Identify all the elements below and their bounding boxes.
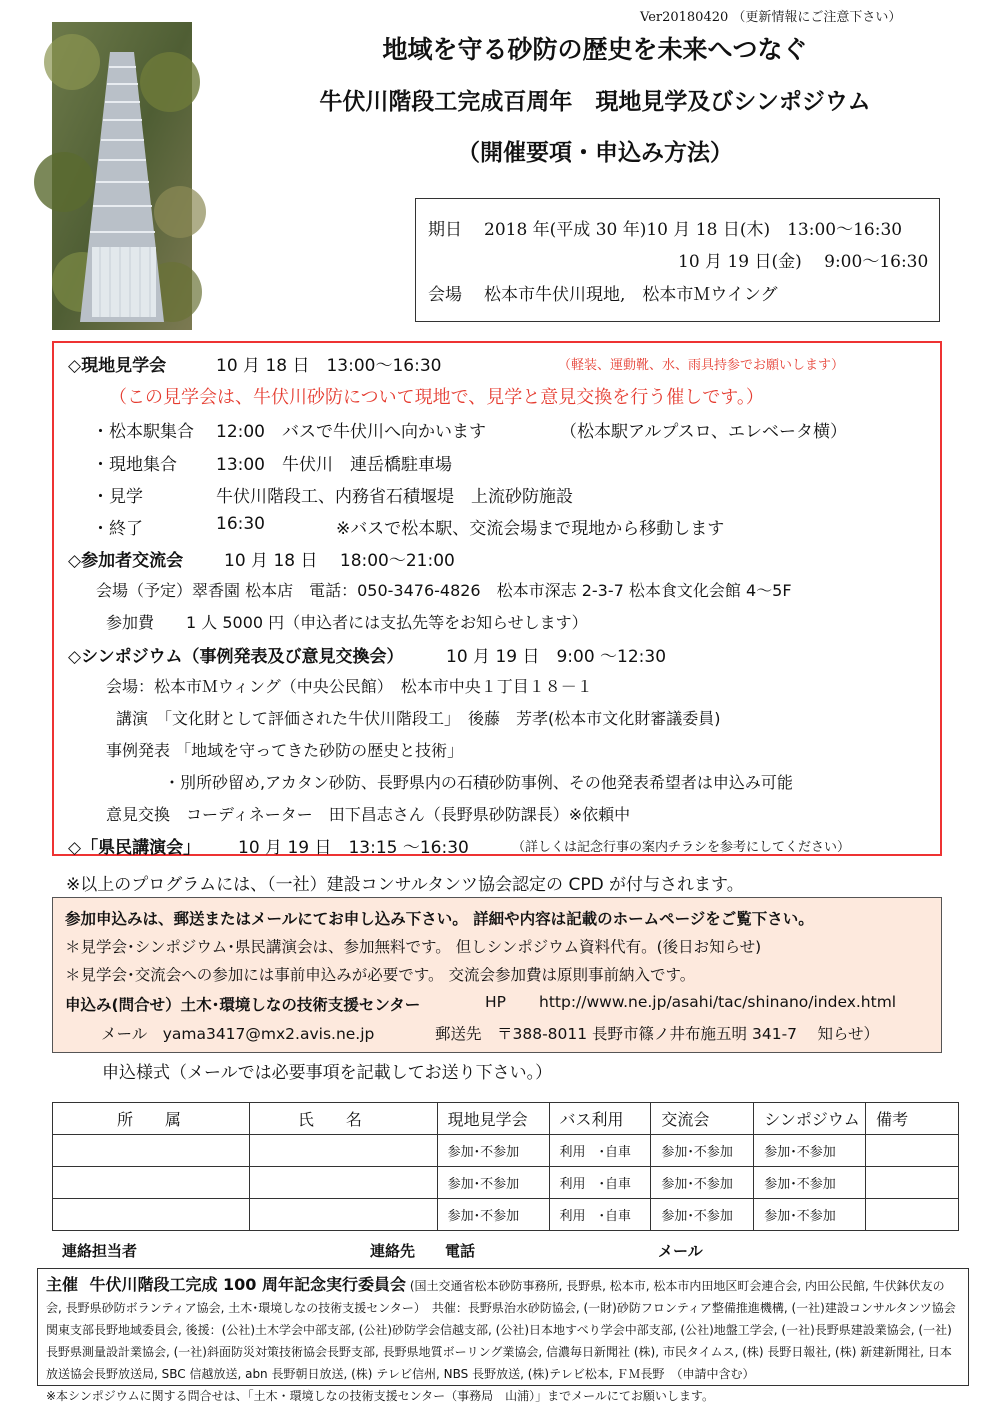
tour-heading: ◇現地見学会 [68,356,167,376]
cell-name[interactable] [249,1135,437,1167]
contact-phone-label: 連絡先 電話 [370,1242,476,1260]
tour-item-note: ※バスで松本駅、交流会場まで現地から移動します [336,519,725,539]
host-name: 牛伏川階段工完成 100 周年記念実行委員会 [89,1275,407,1294]
cpd-note: ※以上のプログラムには、（一社）建設コンサルタンツ協会認定の CPD が付与されます。 [66,875,744,895]
photo-illustration [52,22,192,330]
contact-post: 郵送先 〒388-8011 長野市篠ノ井布施五明 341-7 知らせ） [435,1025,879,1043]
application-box [52,897,942,1053]
form-note: 申込様式（メールでは必要事項を記載してお送り下さい。） [102,1063,553,1083]
tour-note: （軽装、運動靴、水、雨具持参でお願いします） [558,358,845,373]
cell-bus[interactable]: 利用 ･自車 [549,1199,651,1231]
cell-symposium[interactable]: 参加･不参加 [754,1135,866,1167]
cell-affiliation[interactable] [53,1199,250,1231]
staircase-waterfall-photo [52,22,192,330]
contact-label: 申込み(問合せ）土木･環境しなの技術支援センター [65,996,421,1014]
application-line-3: ＊見学会･交流会への参加には事前申込みが必要です。 交流会参加費は原則事前納入です。 [65,966,696,984]
col-remarks: 備考 [866,1103,959,1135]
application-line-1: 参加申込みは、郵送またはメールにてお申し込み下さい。 詳細や内容は記載のホームページをご覧下さい。 [65,910,814,928]
cell-site-tour[interactable]: 参加･不参加 [437,1199,549,1231]
tour-item-label: ・終了 [92,519,143,539]
cell-name[interactable] [249,1167,437,1199]
host-label: 主催 [46,1275,79,1294]
application-form-table [52,1102,959,1231]
public-lecture-date: 10 月 19 日 13:15 ～16:30 [238,838,469,858]
table-row [53,1167,959,1199]
cell-exchange[interactable]: 参加･不参加 [651,1135,754,1167]
title-line-3: （開催要項・申込み方法） [457,140,733,166]
tour-item-value: 16:30 [216,514,265,534]
cell-remarks[interactable] [866,1135,959,1167]
tour-item-value: 牛伏川階段工、内務省石積堰堤 上流砂防施設 [216,487,573,507]
cell-bus[interactable]: 利用 ･自車 [549,1135,651,1167]
symposium-venue: 会場：松本市Ｍウィング（中央公民館） 松本市中央１丁目１８－１ [106,677,593,696]
exchange-fee: 参加費 1 人 5000 円（申込者には支払先等をお知らせします） [106,613,588,632]
cell-symposium[interactable]: 参加･不参加 [754,1167,866,1199]
lecture: 講演 「文化財として評価された牛伏川階段工」 後藤 芳孝(松本市文化財審議委員) [116,709,721,728]
cell-affiliation[interactable] [53,1167,250,1199]
public-lecture-heading: ◇「県民講演会」 [68,838,201,858]
col-exchange: 交流会 [651,1103,754,1135]
cell-bus[interactable]: 利用 ･自車 [549,1167,651,1199]
col-site-tour: 現地見学会 [437,1103,549,1135]
application-line-2: ＊見学会･シンポジウム･県民講演会は、参加無料です。 但しシンポジウム資料代有。(後日お知らせ) [65,938,762,956]
venue-label: 会場 [428,285,462,305]
cell-exchange[interactable]: 参加･不参加 [651,1167,754,1199]
cell-exchange[interactable]: 参加･不参加 [651,1199,754,1231]
schedule-box [415,198,940,322]
inquiry-note: ※本シンポジウムに関する問合せは、「土木・環境しなの技術支援センター（事務局 山浦）」までメールにてお願いします。 [46,1389,714,1403]
cell-name[interactable] [249,1199,437,1231]
symposium-date: 10 月 19 日 9:00 ～12:30 [446,647,667,667]
host-detail: (国土交通省松本砂防事務所, 長野県, 松本市, 松本市内田地区町会連合会, 内田公民館, 牛伏鉢伏友の会, 長野県砂防ボランティア協会, 土木･環境しなの技術支援センター） 共催：長野県治水砂防協会, (一財)砂防フロンティア整備推進機構, (一社)建設コンサルタンツ協会関東支部長野地域委員会, [46,1279,956,1337]
title-line-2: 牛伏川階段工完成百周年 現地見学及びシンポジウム [319,89,871,115]
table-header-row [53,1103,959,1135]
date-2: 10 月 19 日(金) 9:00～16:30 [678,252,929,272]
tour-item-value: 12:00 バスで牛伏川へ向かいます [216,422,486,442]
hp-label: HP [485,993,507,1011]
tour-item-label: ・松本駅集合 [92,422,194,442]
tour-item-value: 13:00 牛伏川 連岳橋駐車場 [216,455,452,475]
col-bus: バス利用 [549,1103,651,1135]
cell-affiliation[interactable] [53,1135,250,1167]
table-row [53,1135,959,1167]
table-row [53,1199,959,1231]
cell-symposium[interactable]: 参加･不参加 [754,1199,866,1231]
col-affiliation: 所 属 [53,1103,250,1135]
symposium-heading: ◇シンポジウム（事例発表及び意見交換会） [68,647,404,667]
tour-item-label: ・見学 [92,487,143,507]
col-name: 氏 名 [249,1103,437,1135]
cell-site-tour[interactable]: 参加･不参加 [437,1167,549,1199]
title-line-1: 地域を守る砂防の歴史を未来へつなぐ [382,35,808,64]
contact-person-label: 連絡担当者 [62,1242,138,1260]
contact-mail-label: メール [658,1242,703,1260]
cell-remarks[interactable] [866,1167,959,1199]
col-symposium: シンポジウム [754,1103,866,1135]
program-box [52,341,942,856]
case-presentation: 事例発表 「地域を守ってきた砂防の歴史と技術」 [106,741,464,760]
exchange-date: 10 月 18 日 18:00～21:00 [224,551,455,571]
discussion: 意見交換 コーディネーター 田下昌志さん（長野県砂防課長）※依頼中 [106,805,631,824]
cell-remarks[interactable] [866,1199,959,1231]
case-detail: ・別所砂留め,アカタン砂防、長野県内の石積砂防事例、その他発表希望者は申込み可能 [164,773,793,792]
tour-date: 10 月 18 日 13:00～16:30 [216,356,442,376]
public-lecture-note: （詳しくは記念行事の案内チラシを参考にしてください） [512,840,851,855]
version-note: Ver20180420 （更新情報にご注意下さい） [640,10,902,25]
cell-site-tour[interactable]: 参加･不参加 [437,1135,549,1167]
contact-mail[interactable]: メール yama3417@mx2.avis.ne.jp [101,1025,375,1043]
tour-item-label: ・現地集合 [92,455,177,475]
exchange-heading: ◇参加者交流会 [68,551,184,571]
date-label: 期日 [428,220,462,240]
exchange-venue: 会場（予定）翠香園 松本店 電話：050-3476-4826 松本市深志 2-3-7 松本食文化会館 4～5F [96,581,792,600]
organizer-footer [37,1268,969,1403]
date-1: 2018 年(平成 30 年)10 月 18 日(木) 13:00～16:30 [484,220,903,240]
supporters: 後援：(公社)土木学会中部支部, (公社)砂防学会信越支部, (公社)日本地すべり学会中部支部, (公社)地盤工学会, (一社)長野県建設業協会, (一社)長野県測量設計業協会, (一社)斜面防災対策技術協会長野支部, 長野県地質ボーリング業協会, 信濃毎日新聞社 (株), 市民タイムス, (株) 長野日報社, (株) 新建新聞社, 日本放送協会長野放送局, SBC 信越放送, abn 長野朝日放送, (株) テレビ信州, NBS 長野放送, (株)テレビ松本, ＦＭ長野 （申請中含む） [46,1323,952,1381]
tour-item-note: （松本駅アルプスロ、エレベータ横） [560,422,847,442]
venue: 松本市牛伏川現地, 松本市Ｍウイング [484,285,778,305]
hp-url[interactable]: http://www.ne.jp/asahi/tac/shinano/index.html [539,993,897,1011]
tour-description: （この見学会は、牛伏川砂防について現地で、見学と意見交換を行う催しです。） [109,387,764,408]
